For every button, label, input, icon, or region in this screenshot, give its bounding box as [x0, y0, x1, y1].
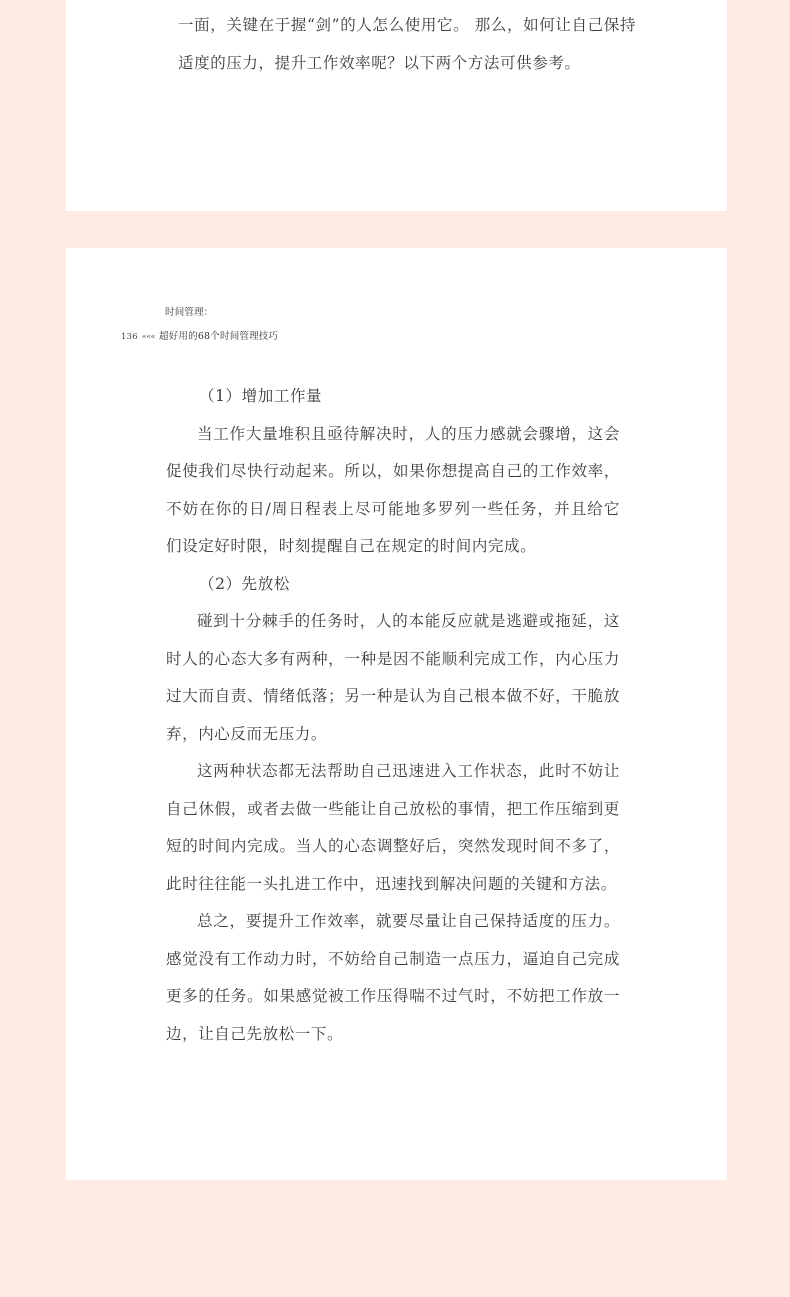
- paragraph: 这两种状态都无法帮助自己迅速进入工作状态，此时不妨让自己休假，或者去做一些能让自己放松的事情，把工作压缩到更短的时间内完成。当人的心态调整好后，突然发现时间不多了，此时往往能一头扎进工作中，迅速找到解决问题的关键和方法。: [166, 762, 620, 893]
- book-page-top: [66, 0, 727, 211]
- paragraph: 碰到十分棘手的任务时，人的本能反应就是逃避或拖延，这时人的心态大多有两种，一种是因不能顺利完成工作，内心压力过大而自责、情绪低落；另一种是认为自己根本做不好，干脆放弃，内心反而无压力。: [166, 612, 620, 743]
- section-relax-first: [166, 566, 620, 1054]
- section-increase-workload: [166, 378, 620, 566]
- body-text: [166, 378, 620, 1053]
- paragraph: 总之，要提升工作效率，就要尽量让自己保持适度的压力。感觉没有工作动力时，不妨给自己制造一点压力，逼迫自己完成更多的任务。如果感觉被工作压得喘不过气时，不妨把工作放一边，让自己先放松一下。: [166, 912, 620, 1043]
- section-heading: （1）增加工作量: [199, 387, 323, 405]
- top-paragraph: 一面，关键在于握“剑”的人怎么使用它。 那么，如何让自己保持适度的压力，提升工作效率呢？以下两个方法可供参考。: [178, 16, 636, 72]
- paragraph: 当工作大量堆积且亟待解决时，人的压力感就会骤增，这会促使我们尽快行动起来。所以，如果你想提高自己的工作效率，不妨在你的日/周日程表上尽可能地多罗列一些任务，并且给它们设定好时限，时刻提醒自己在规定的时间内完成。: [166, 424, 620, 555]
- running-head: [121, 328, 278, 342]
- page-number: 136: [121, 332, 138, 342]
- book-page-main: [66, 248, 727, 1180]
- book-title: 超好用的68个时间管理技巧: [159, 331, 279, 342]
- arrows-glyph: «««: [141, 332, 156, 341]
- running-head-series: 时间管理：: [165, 307, 214, 318]
- section-heading: （2）先放松: [199, 574, 290, 593]
